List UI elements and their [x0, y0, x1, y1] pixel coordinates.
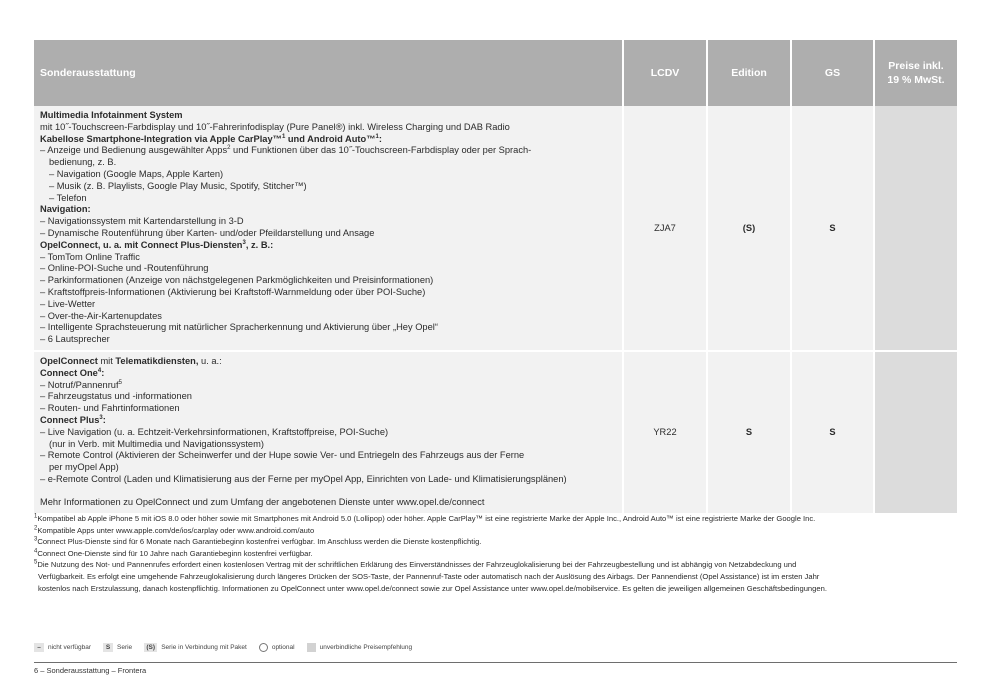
legend-label: unverbindliche Preisempfehlung	[319, 644, 413, 651]
serie-paket-icon: (S)	[144, 643, 157, 652]
equipment-table	[34, 40, 957, 515]
lcdv-code: ZJA7	[623, 106, 707, 351]
footnotes	[34, 513, 959, 594]
gs-value: S	[791, 106, 874, 351]
edition-value: S	[707, 351, 791, 514]
price-square-icon	[307, 643, 316, 652]
header-lcdv: LCDV	[623, 40, 707, 106]
header-price: Preise inkl. 19 % MwSt.	[874, 40, 957, 106]
legend-label: optional	[271, 644, 295, 651]
legend-label: Serie in Verbindung mit Paket	[161, 644, 247, 651]
legend-item	[259, 643, 295, 652]
header-gs: GS	[791, 40, 874, 106]
row-description: Multimedia Infotainment System mit 10˝-Touchscreen-Farbdisplay und 10˝-Fahrerinfodisplay (Pure Panel®) inkl. Wireless Charging und DAB Radio Kabellose Smartphone-Integration via Apple CarPlay™$^1$ und Android Auto™$^1$: – Anzeige und Bedienung ausgewählter Apps$^2$ und Funktionen über das 10˝-Touchscreen-Farbdisplay oder per Sprach- bedienung, z. B. – Navigation (Google Maps, Apple Karten) – Musik (z. B. Playlists, Google Play Music, Spotify, Stitcher™) – Telefon Navigation: – Navigationssystem mit Kartendarstellung in 3-D – Dynamische Routenführung über Karten- und/oder Pfeildarstellung und Ansage OpelConnect, u. a. mit Connect Plus-Diensten$^3$, z. B.: – TomTom Online Traffic – Online-POI-Suche und -Routenführung – Parkinformationen (Anzeige von nächstgelegenen Parkmöglichkeiten und Preisinformationen) – Kraftstoffpreis-Informationen (Aktivierung bei Kraftstoff-Warnmeldung oder über POI-Suche) – Live-Wetter – Over-the-Air-Kartenupdates – Intelligente Sprachsteuerung mit natürlicher Spracherkennung und Aktivierung über „Hey Opel“ – 6 Lautsprecher	[34, 106, 623, 351]
optional-circle-icon	[259, 643, 268, 652]
footnote-1: $^1$Kompatibel ab Apple iPhone 5 mit iOS 8.0 oder höher sowie mit Smartphones mit Android 5.0 (Lollipop) oder höher. Apple CarPlay™ ist eine registrierte Marke der Apple Inc., Android Auto™ ist eine registrierte Marke der Google Inc.	[34, 513, 816, 523]
footnote-3: $^3$Connect Plus-Dienste sind für 6 Monate nach Garantiebeginn kostenfrei verfügbar. Im Anschluss werden die Dienste kostenpflichtig.	[34, 536, 482, 547]
dash-icon: –	[34, 643, 44, 652]
gs-value: S	[791, 351, 874, 514]
legend-label: nicht verfügbar	[48, 644, 91, 651]
legend-item	[34, 643, 91, 652]
footnote-5-cont: kostenlos nach Erstzulassung, danach kostenpflichtig. Informationen zu OpelConnect unter www.opel.de/connect sowie zur Opel Assistance unter www.opel.de/mobilservice. Es gelten die jeweiligen allgemeinen Geschäftsbedingungen.	[38, 583, 827, 593]
row-description: OpelConnect mit Telematikdiensten, u. a.: Connect One$^4$: – Notruf/Pannenruf$^5$ – Fahrzeugstatus und -informationen – Routen- und Fahrtinformationen Connect Plus$^3$: – Live Navigation (u. a. Echtzeit-Verkehrsinformationen, Kraftstoffpreise, POI-Suche) (nur in Verb. mit Multimedia und Navigationssystem) – Remote Control (Aktivieren der Scheinwerfer und der Hupe sowie Ver- und Entriegeln des Fahrzeugs aus der Ferne per myOpel App) – e-Remote Control (Laden und Klimatisierung aus der Ferne per myOpel App, Einrichten von Lade- und Klimatisierungsplänen) Mehr Informationen zu OpelConnect und zum Umfang der angebotenen Dienste unter www.opel.de/connect	[34, 351, 623, 514]
table-row	[34, 351, 957, 514]
footnote-4: $^4$Connect One-Dienste sind für 10 Jahre nach Garantiebeginn kostenfrei verfügbar.	[34, 548, 313, 558]
serie-icon: S	[103, 643, 113, 652]
edition-value: (S)	[707, 106, 791, 351]
legend	[34, 643, 424, 652]
lcdv-code: YR22	[623, 351, 707, 514]
table-header-row	[34, 40, 957, 106]
price-cell	[874, 351, 957, 514]
header-sonderausstattung: Sonderausstattung	[34, 40, 623, 106]
footnote-2: $^2$Kompatible Apps unter www.apple.com/de/ios/carplay oder www.android.com/auto	[34, 525, 315, 535]
legend-item	[103, 643, 132, 652]
legend-item	[307, 643, 413, 652]
header-edition: Edition	[707, 40, 791, 106]
footnote-5: $^5$Die Nutzung des Not- und Pannenrufes erfordert einen kostenlosen Vertrag mit der schriftlichen Erklärung des Einverständnisses der Fahrzeuglokalisierung bei der Fahrzeugbestellung und ist abhängig von Netzabdeckung und	[34, 559, 797, 570]
price-cell	[874, 106, 957, 351]
legend-label: Serie	[117, 644, 133, 651]
table-row	[34, 106, 957, 351]
footer-divider	[34, 662, 957, 663]
page-footer: 6 – Sonderausstattung – Frontera	[34, 666, 147, 675]
footnote-5-cont: Verfügbarkeit. Es erfolgt eine umgehende Fahrzeuglokalisierung durch längeres Drücken der SOS-Taste, der Pannenruf-Taste oder automatisch nach der Auslösung des Airbags. Der Pannendienst (Opel Assistance) ist im ersten Jahr	[38, 571, 820, 581]
legend-item	[144, 643, 247, 652]
